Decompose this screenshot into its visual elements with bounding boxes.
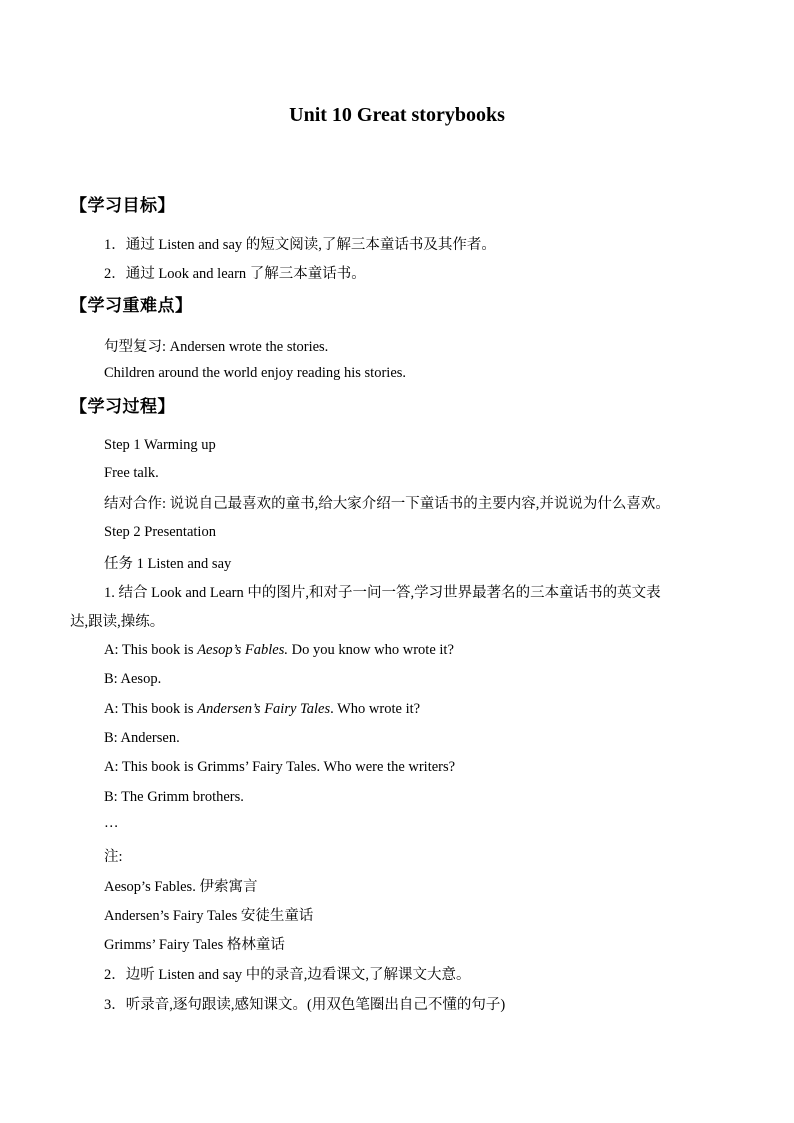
point-2: 2．边听 Listen and say 中的录音,边看课文,了解课文大意。 [104, 967, 471, 983]
ellipsis: … [104, 815, 119, 831]
key-point-item-2: Children around the world enjoy reading his stories. [104, 365, 407, 381]
point-3: 3．听录音,逐句跟读,感知课文。(用双色笔圈出自己不懂的句子) [104, 997, 506, 1013]
dialog-a1-book-title: Aesop’s Fables. [197, 642, 288, 658]
key-point-item-1: 句型复习: Andersen wrote the stories. [104, 339, 329, 355]
heading-process: 【学习过程】 [70, 397, 175, 417]
document-title: Unit 10 Great storybooks [289, 104, 505, 126]
dialog-b2: B: Andersen. [104, 730, 180, 746]
note-item-3: Grimms’ Fairy Tales 格林童话 [104, 937, 285, 953]
heading-key-points: 【学习重难点】 [70, 296, 193, 316]
dialog-a3: A: This book is Grimms’ Fairy Tales. Who were the writers? [104, 759, 456, 775]
note-label: 注: [104, 849, 123, 865]
point-1-line-1: 1. 结合 Look and Learn 中的图片,和对子一问一答,学习世界最著名的三本童话书的英文表 [104, 585, 661, 601]
dialog-b1: B: Aesop. [104, 671, 162, 687]
dialog-a1-prefix: A: This book is [104, 642, 198, 658]
objective-item-1: 1．通过 Listen and say 的短文阅读,了解三本童话书及其作者。 [104, 237, 496, 253]
dialog-a2-suffix: . Who wrote it? [330, 701, 421, 717]
free-talk: Free talk. [104, 465, 159, 481]
dialog-a2-prefix: A: This book is [104, 701, 198, 717]
note-item-1: Aesop’s Fables. 伊索寓言 [104, 879, 258, 895]
dialog-a2-book-title: Andersen’s Fairy Tales [197, 701, 331, 717]
dialog-a2 [104, 701, 420, 718]
heading-objectives: 【学习目标】 [70, 196, 175, 216]
step-1: Step 1 Warming up [104, 437, 216, 453]
dialog-a1-suffix: Do you know who wrote it? [287, 642, 454, 658]
task-1: 任务 1 Listen and say [104, 556, 232, 572]
pair-work: 结对合作: 说说自己最喜欢的童书,给大家介绍一下童话书的主要内容,并说说为什么喜欢。 [104, 496, 670, 512]
objective-item-2: 2．通过 Look and learn 了解三本童话书。 [104, 266, 366, 282]
step-2: Step 2 Presentation [104, 524, 216, 540]
dialog-b3: B: The Grimm brothers. [104, 789, 244, 805]
note-item-2: Andersen’s Fairy Tales 安徒生童话 [104, 908, 314, 924]
point-1-line-2: 达,跟读,操练。 [70, 614, 165, 630]
dialog-a1 [104, 642, 454, 659]
